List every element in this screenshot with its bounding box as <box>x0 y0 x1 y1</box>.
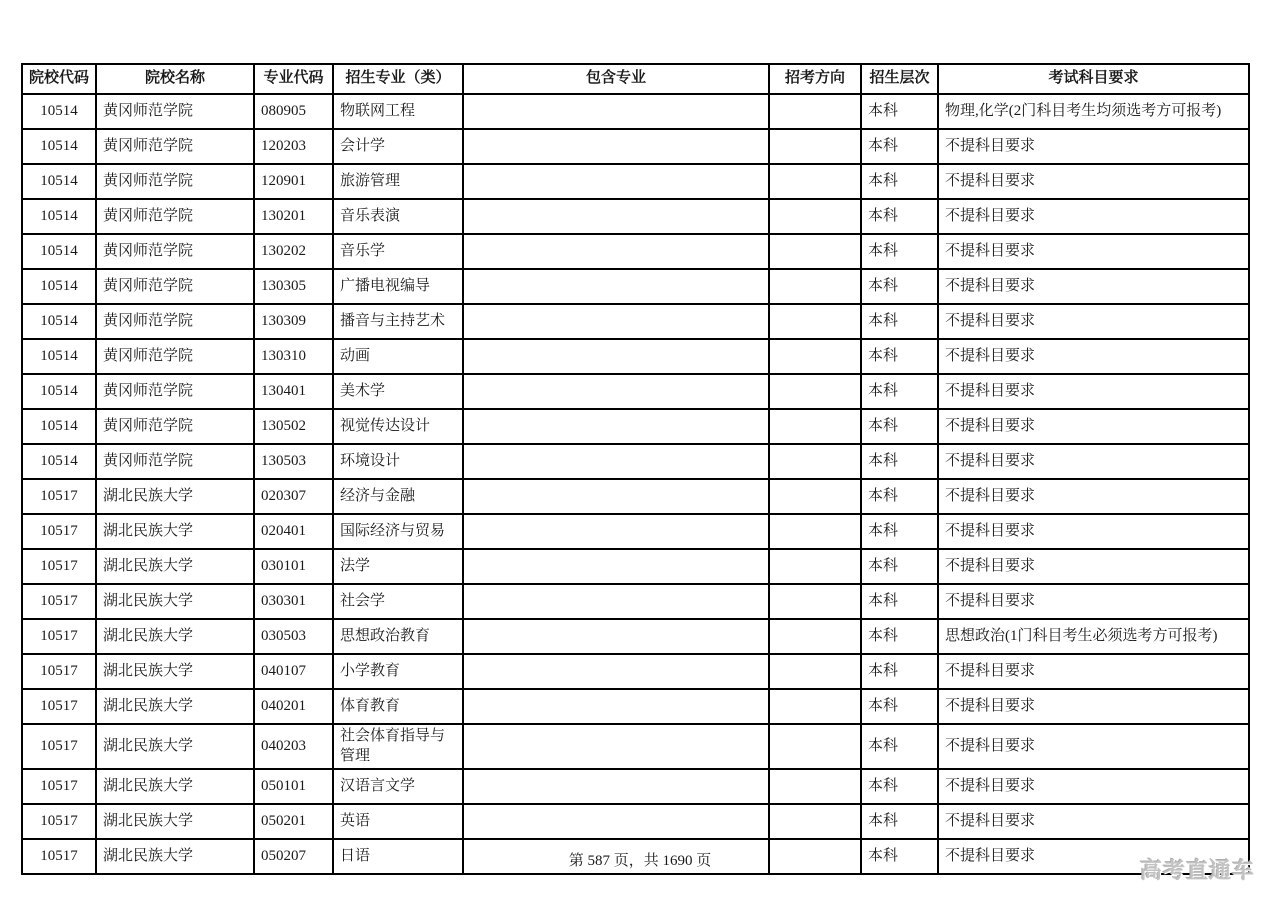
column-header-college_code: 院校代码 <box>22 64 96 94</box>
cell-level: 本科 <box>861 94 938 129</box>
cell-level: 本科 <box>861 374 938 409</box>
cell-college_name: 黄冈师范学院 <box>96 199 254 234</box>
cell-level: 本科 <box>861 514 938 549</box>
cell-college_code: 10517 <box>22 724 96 769</box>
cell-major_name: 音乐学 <box>333 234 463 269</box>
cell-major_code: 130401 <box>254 374 333 409</box>
cell-level: 本科 <box>861 129 938 164</box>
cell-exam_direction <box>769 444 861 479</box>
cell-major_code: 130310 <box>254 339 333 374</box>
column-header-included_majors: 包含专业 <box>463 64 769 94</box>
cell-level: 本科 <box>861 444 938 479</box>
column-header-major_code: 专业代码 <box>254 64 333 94</box>
cell-level: 本科 <box>861 269 938 304</box>
cell-exam_direction <box>769 199 861 234</box>
cell-level: 本科 <box>861 584 938 619</box>
cell-included_majors <box>463 199 769 234</box>
cell-level: 本科 <box>861 339 938 374</box>
cell-subject_requirements: 不提科目要求 <box>938 304 1249 339</box>
cell-college_code: 10514 <box>22 164 96 199</box>
cell-major_code: 130305 <box>254 269 333 304</box>
cell-exam_direction <box>769 549 861 584</box>
cell-college_code: 10514 <box>22 269 96 304</box>
cell-major_code: 030301 <box>254 584 333 619</box>
cell-major_code: 020307 <box>254 479 333 514</box>
cell-included_majors <box>463 304 769 339</box>
cell-exam_direction <box>769 234 861 269</box>
table-row <box>22 234 1249 269</box>
cell-included_majors <box>463 769 769 804</box>
cell-level: 本科 <box>861 839 938 874</box>
cell-major_code: 040201 <box>254 689 333 724</box>
cell-college_name: 黄冈师范学院 <box>96 269 254 304</box>
table-row <box>22 804 1249 839</box>
cell-subject_requirements: 不提科目要求 <box>938 199 1249 234</box>
cell-major_code: 120901 <box>254 164 333 199</box>
cell-major_code: 030101 <box>254 549 333 584</box>
cell-college_name: 黄冈师范学院 <box>96 234 254 269</box>
cell-college_code: 10514 <box>22 234 96 269</box>
cell-major_code: 130502 <box>254 409 333 444</box>
cell-included_majors <box>463 689 769 724</box>
cell-subject_requirements: 不提科目要求 <box>938 339 1249 374</box>
cell-college_code: 10517 <box>22 584 96 619</box>
cell-major_code: 050101 <box>254 769 333 804</box>
cell-exam_direction <box>769 339 861 374</box>
cell-subject_requirements: 不提科目要求 <box>938 549 1249 584</box>
table-row <box>22 94 1249 129</box>
cell-exam_direction <box>769 479 861 514</box>
cell-major_name: 播音与主持艺术 <box>333 304 463 339</box>
table-row <box>22 164 1249 199</box>
cell-included_majors <box>463 804 769 839</box>
cell-exam_direction <box>769 374 861 409</box>
cell-college_name: 湖北民族大学 <box>96 479 254 514</box>
table-row <box>22 339 1249 374</box>
cell-subject_requirements: 不提科目要求 <box>938 654 1249 689</box>
table-row <box>22 129 1249 164</box>
cell-subject_requirements: 不提科目要求 <box>938 514 1249 549</box>
cell-included_majors <box>463 234 769 269</box>
cell-college_name: 黄冈师范学院 <box>96 409 254 444</box>
cell-college_code: 10517 <box>22 839 96 874</box>
column-header-college_name: 院校名称 <box>96 64 254 94</box>
cell-exam_direction <box>769 769 861 804</box>
table-body <box>22 94 1249 874</box>
cell-major_code: 130202 <box>254 234 333 269</box>
cell-major_name: 美术学 <box>333 374 463 409</box>
cell-level: 本科 <box>861 654 938 689</box>
cell-subject_requirements: 不提科目要求 <box>938 374 1249 409</box>
cell-subject_requirements: 不提科目要求 <box>938 129 1249 164</box>
cell-included_majors <box>463 129 769 164</box>
cell-exam_direction <box>769 724 861 769</box>
cell-college_code: 10514 <box>22 374 96 409</box>
column-header-level: 招生层次 <box>861 64 938 94</box>
cell-college_name: 黄冈师范学院 <box>96 339 254 374</box>
cell-major_name: 思想政治教育 <box>333 619 463 654</box>
table-row <box>22 409 1249 444</box>
cell-college_name: 黄冈师范学院 <box>96 164 254 199</box>
cell-major_code: 020401 <box>254 514 333 549</box>
page-indicator: 第 587 页，共 1690 页 <box>568 853 712 869</box>
cell-major_name: 环境设计 <box>333 444 463 479</box>
cell-included_majors <box>463 94 769 129</box>
cell-included_majors <box>463 654 769 689</box>
cell-major_name: 日语 <box>333 839 463 874</box>
table-row <box>22 479 1249 514</box>
cell-major_name: 旅游管理 <box>333 164 463 199</box>
cell-major_name: 会计学 <box>333 129 463 164</box>
cell-college_name: 湖北民族大学 <box>96 514 254 549</box>
cell-level: 本科 <box>861 724 938 769</box>
cell-exam_direction <box>769 409 861 444</box>
table-row <box>22 444 1249 479</box>
cell-college_name: 湖北民族大学 <box>96 549 254 584</box>
cell-included_majors <box>463 514 769 549</box>
cell-college_name: 湖北民族大学 <box>96 619 254 654</box>
cell-level: 本科 <box>861 409 938 444</box>
table-header-row <box>22 64 1249 94</box>
cell-major_name: 英语 <box>333 804 463 839</box>
cell-included_majors <box>463 724 769 769</box>
cell-major_name: 音乐表演 <box>333 199 463 234</box>
cell-subject_requirements: 不提科目要求 <box>938 234 1249 269</box>
cell-major_code: 130309 <box>254 304 333 339</box>
cell-college_code: 10514 <box>22 339 96 374</box>
cell-college_code: 10514 <box>22 129 96 164</box>
cell-subject_requirements: 不提科目要求 <box>938 479 1249 514</box>
cell-included_majors <box>463 549 769 584</box>
cell-major_code: 050207 <box>254 839 333 874</box>
cell-major_code: 120203 <box>254 129 333 164</box>
cell-included_majors <box>463 269 769 304</box>
cell-major_name: 视觉传达设计 <box>333 409 463 444</box>
cell-major_code: 040107 <box>254 654 333 689</box>
cell-college_code: 10514 <box>22 304 96 339</box>
cell-college_code: 10514 <box>22 409 96 444</box>
cell-major_name: 动画 <box>333 339 463 374</box>
cell-subject_requirements: 物理,化学(2门科目考生均须选考方可报考) <box>938 94 1249 129</box>
cell-college_name: 湖北民族大学 <box>96 584 254 619</box>
cell-college_name: 黄冈师范学院 <box>96 129 254 164</box>
cell-college_code: 10517 <box>22 654 96 689</box>
cell-exam_direction <box>769 689 861 724</box>
cell-level: 本科 <box>861 804 938 839</box>
cell-major_name: 社会体育指导与管理 <box>333 724 463 769</box>
cell-subject_requirements: 不提科目要求 <box>938 584 1249 619</box>
cell-major_name: 物联网工程 <box>333 94 463 129</box>
cell-exam_direction <box>769 94 861 129</box>
cell-included_majors <box>463 164 769 199</box>
cell-major_name: 广播电视编导 <box>333 269 463 304</box>
cell-level: 本科 <box>861 304 938 339</box>
cell-subject_requirements: 不提科目要求 <box>938 409 1249 444</box>
column-header-subject_requirements: 考试科目要求 <box>938 64 1249 94</box>
cell-included_majors <box>463 339 769 374</box>
cell-exam_direction <box>769 619 861 654</box>
cell-major_code: 030503 <box>254 619 333 654</box>
cell-major_name: 法学 <box>333 549 463 584</box>
cell-level: 本科 <box>861 549 938 584</box>
cell-major_name: 小学教育 <box>333 654 463 689</box>
cell-subject_requirements: 不提科目要求 <box>938 689 1249 724</box>
table-row <box>22 514 1249 549</box>
cell-college_name: 湖北民族大学 <box>96 804 254 839</box>
cell-college_code: 10517 <box>22 549 96 584</box>
table-row <box>22 269 1249 304</box>
cell-exam_direction <box>769 654 861 689</box>
cell-subject_requirements: 思想政治(1门科目考生必须选考方可报考) <box>938 619 1249 654</box>
cell-level: 本科 <box>861 164 938 199</box>
column-header-exam_direction: 招考方向 <box>769 64 861 94</box>
admissions-table <box>21 63 1250 875</box>
cell-college_name: 黄冈师范学院 <box>96 94 254 129</box>
cell-level: 本科 <box>861 234 938 269</box>
cell-major_name: 社会学 <box>333 584 463 619</box>
cell-exam_direction <box>769 304 861 339</box>
table-row <box>22 584 1249 619</box>
cell-exam_direction <box>769 164 861 199</box>
cell-college_code: 10514 <box>22 444 96 479</box>
cell-college_code: 10517 <box>22 804 96 839</box>
cell-major_name: 体育教育 <box>333 689 463 724</box>
cell-level: 本科 <box>861 619 938 654</box>
cell-major_code: 080905 <box>254 94 333 129</box>
cell-college_code: 10514 <box>22 199 96 234</box>
table-row <box>22 199 1249 234</box>
cell-included_majors <box>463 619 769 654</box>
cell-exam_direction <box>769 804 861 839</box>
table-row <box>22 769 1249 804</box>
cell-major_code: 050201 <box>254 804 333 839</box>
cell-subject_requirements: 不提科目要求 <box>938 164 1249 199</box>
cell-college_name: 湖北民族大学 <box>96 769 254 804</box>
cell-level: 本科 <box>861 689 938 724</box>
cell-college_name: 黄冈师范学院 <box>96 444 254 479</box>
cell-major_code: 130503 <box>254 444 333 479</box>
cell-subject_requirements: 不提科目要求 <box>938 724 1249 769</box>
column-header-major_name: 招生专业（类） <box>333 64 463 94</box>
cell-college_code: 10517 <box>22 689 96 724</box>
cell-major_name: 国际经济与贸易 <box>333 514 463 549</box>
cell-subject_requirements: 不提科目要求 <box>938 444 1249 479</box>
table-row <box>22 304 1249 339</box>
cell-college_name: 黄冈师范学院 <box>96 304 254 339</box>
cell-exam_direction <box>769 129 861 164</box>
table-row <box>22 374 1249 409</box>
cell-major_name: 经济与金融 <box>333 479 463 514</box>
table-row <box>22 619 1249 654</box>
cell-college_code: 10517 <box>22 479 96 514</box>
cell-college_name: 湖北民族大学 <box>96 724 254 769</box>
cell-subject_requirements: 不提科目要求 <box>938 269 1249 304</box>
cell-major_code: 040203 <box>254 724 333 769</box>
cell-included_majors <box>463 374 769 409</box>
cell-exam_direction <box>769 584 861 619</box>
table-row <box>22 549 1249 584</box>
cell-included_majors <box>463 444 769 479</box>
cell-college_code: 10517 <box>22 514 96 549</box>
cell-exam_direction <box>769 269 861 304</box>
cell-college_name: 湖北民族大学 <box>96 839 254 874</box>
cell-subject_requirements: 不提科目要求 <box>938 839 1249 874</box>
cell-major_name: 汉语言文学 <box>333 769 463 804</box>
watermark: 高考直通车 <box>1139 858 1255 883</box>
cell-included_majors <box>463 409 769 444</box>
cell-college_name: 黄冈师范学院 <box>96 374 254 409</box>
cell-major_code: 130201 <box>254 199 333 234</box>
cell-level: 本科 <box>861 769 938 804</box>
table-row <box>22 724 1249 769</box>
cell-included_majors <box>463 584 769 619</box>
cell-college_code: 10517 <box>22 619 96 654</box>
cell-subject_requirements: 不提科目要求 <box>938 769 1249 804</box>
table-row <box>22 689 1249 724</box>
cell-college_code: 10517 <box>22 769 96 804</box>
cell-exam_direction <box>769 514 861 549</box>
cell-college_code: 10514 <box>22 94 96 129</box>
cell-level: 本科 <box>861 479 938 514</box>
cell-included_majors <box>463 479 769 514</box>
cell-subject_requirements: 不提科目要求 <box>938 804 1249 839</box>
cell-level: 本科 <box>861 199 938 234</box>
table-row <box>22 654 1249 689</box>
cell-college_name: 湖北民族大学 <box>96 689 254 724</box>
cell-college_name: 湖北民族大学 <box>96 654 254 689</box>
